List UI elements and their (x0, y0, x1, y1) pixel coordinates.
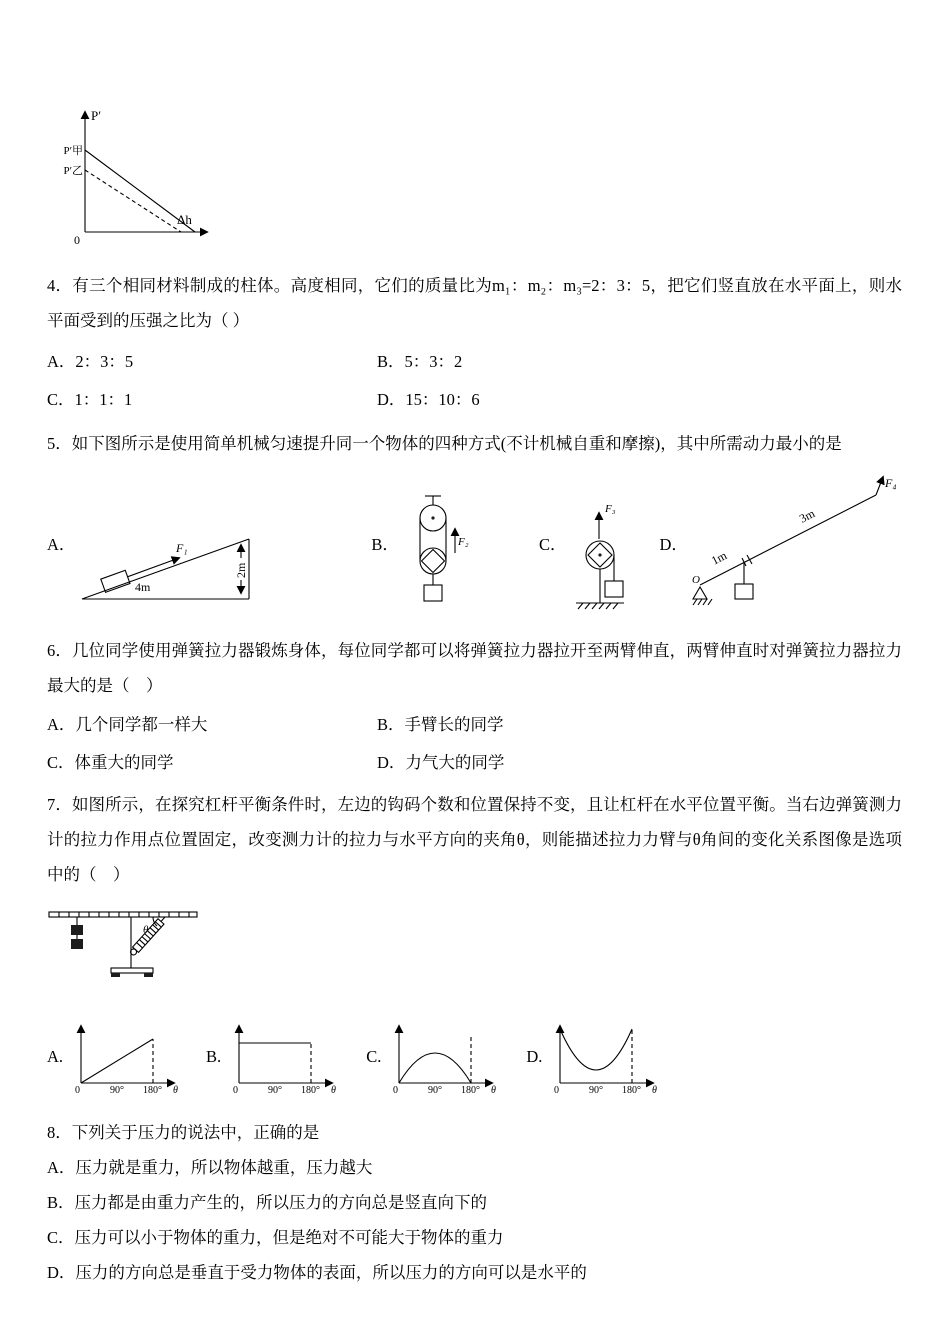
fixed-pulley-figure (570, 497, 655, 615)
slope-length-label: 4m (135, 580, 151, 594)
q4-option-b: B．5：3：2 (377, 352, 463, 371)
tick-90: 90° (589, 1085, 604, 1095)
x-label-theta: θ (491, 1085, 497, 1095)
inclined-plane-figure (79, 525, 259, 609)
lever-figure (692, 471, 904, 611)
curve2-label: P′乙 (63, 165, 83, 177)
tick-90: 90° (428, 1085, 443, 1095)
curve1-label: P′甲 (63, 145, 83, 157)
q8-option-a: A．压力就是重力，所以物体越重，压力越大 (47, 1158, 373, 1177)
q5-option-label-a: A． (47, 535, 76, 554)
q7-graph-label-c: C. (366, 1047, 382, 1066)
force-label-f2: F₂ (457, 536, 469, 548)
x-label-theta: θ (331, 1085, 337, 1095)
fixed-pulley-axle (431, 516, 434, 519)
x-label-theta: θ (652, 1085, 658, 1095)
ground-hatching (578, 603, 618, 609)
q5-option-label-b: B． (371, 535, 399, 554)
short-arm-label: 1m (708, 548, 729, 568)
pulley-axle (599, 553, 602, 556)
q4-option-c: C．1：1：1 (47, 390, 133, 409)
stand-base (111, 968, 153, 973)
q6-option-d: D．力气大的同学 (377, 753, 505, 772)
fulcrum-wedge (693, 587, 707, 599)
weight-block (605, 581, 623, 597)
scale-link (161, 917, 165, 921)
lever-bar (700, 495, 876, 585)
question-4-options (47, 348, 902, 410)
stand-foot-left (111, 973, 120, 977)
force-label-f1: F₁ (176, 541, 188, 555)
beam-scale-ticks (59, 912, 189, 917)
question-7-option-graphs (47, 1019, 902, 1095)
tick-0: 0 (75, 1085, 81, 1095)
hook-weight-1 (71, 925, 83, 935)
q7-graph-d-valley (546, 1019, 661, 1095)
curve (399, 1053, 471, 1083)
x-axis-label: Δh (177, 212, 192, 227)
weight-block (735, 584, 753, 599)
q7-graph-b-constant (225, 1019, 340, 1095)
q8-option-d: D．压力的方向总是垂直于受力物体的表面，所以压力的方向可以是水平的 (47, 1263, 587, 1282)
movable-pulley-axle-frame (421, 550, 444, 573)
q5-option-label-c: C． (538, 535, 567, 554)
tick-0: 0 (393, 1085, 399, 1095)
tick-180: 180° (301, 1085, 321, 1095)
origin-label: 0 (74, 233, 80, 246)
force-arrow-f4 (876, 477, 883, 495)
q4-option-a: A．2：3：5 (47, 352, 134, 371)
force-label-f3: F₃ (605, 503, 616, 515)
q7-graph-a-linear (67, 1019, 182, 1095)
tick-0: 0 (554, 1085, 560, 1095)
q6-option-b: B．手臂长的同学 (377, 715, 504, 734)
balance-beam (49, 912, 197, 917)
tick-90: 90° (110, 1085, 125, 1095)
pressure-depth-graph (47, 104, 222, 246)
incline-hypotenuse (82, 539, 249, 599)
tick-90: 90° (268, 1085, 283, 1095)
q7-graph-label-d: D. (526, 1047, 543, 1066)
question-5-stem: 5．如下图所示是使用简单机械匀速提升同一个物体的四种方式(不计机械自重和摩擦)，其中所需动力最小的是 (47, 434, 842, 453)
long-arm-label: 3m (796, 506, 817, 526)
fulcrum-label: O (691, 574, 700, 586)
q5-option-label-d: D． (659, 535, 688, 554)
movable-pulley (420, 548, 446, 574)
x-label-theta: θ (173, 1085, 178, 1095)
q8-option-b: B．压力都是由重力产生的，所以压力的方向总是竖直向下的 (47, 1193, 488, 1212)
tick-180: 180° (461, 1085, 481, 1095)
fulcrum-hatching (693, 599, 712, 605)
curve (560, 1029, 632, 1070)
tick-0: 0 (233, 1085, 239, 1095)
question-8-stem: 8．下列关于压力的说法中，正确的是 (47, 1123, 320, 1142)
q6-option-a: A．几个同学都一样大 (47, 715, 208, 734)
question-6-stem: 6．几位同学使用弹簧拉力器锻炼身体，每位同学都可以将弹簧拉力器拉开至两臂伸直，两臂伸直时对弹簧拉力器拉力最大的是（ ） (47, 641, 902, 695)
q6-option-c: C．体重大的同学 (47, 753, 174, 772)
curve-yi (85, 170, 181, 232)
q7-graph-c-arch (385, 1019, 500, 1095)
pulley-block-figure (403, 493, 475, 605)
question-7-stem: 7．如图所示，在探究杠杆平衡条件时，左边的钩码个数和位置保持不变，且让杠杆在水平位置平衡。当右边弹簧测力计的拉力作用点位置固定，改变测力计的拉力与水平方向的夹角θ，则能描述拉力力臂与θ角间的变化关系图像是选项中的（ ） (47, 795, 902, 884)
scale-stripes (137, 922, 162, 948)
height-label: 2m (234, 562, 249, 578)
curve (81, 1039, 153, 1083)
stand-foot-right (144, 973, 153, 977)
weight-block (424, 585, 442, 601)
question-4-stem: 4．有三个相同材料制成的柱体。高度相同，它们的质量比为m₁：m₂：m₃=2：3：5，把它们竖直放在水平面上，则水平面受到的压强之比为（ ） (47, 276, 902, 330)
arm-tick-2 (747, 555, 752, 564)
q7-graph-label-b: B. (206, 1047, 222, 1066)
lever-balance-apparatus-figure (47, 900, 217, 995)
q8-option-c: C．压力可以小于物体的重力，但是绝对不可能大于物体的重力 (47, 1228, 504, 1247)
hook-weight-2 (71, 939, 83, 949)
force-label-f4: F₄ (884, 476, 897, 490)
question-6-options (47, 711, 902, 773)
block-on-incline (101, 570, 130, 592)
angle-label: θ (143, 924, 149, 936)
q7-graph-label-a: A. (47, 1047, 64, 1066)
tick-180: 180° (622, 1085, 642, 1095)
question-5-figures (47, 471, 902, 615)
tick-180: 180° (143, 1085, 163, 1095)
q4-option-d: D．15：10：6 (377, 390, 480, 409)
y-axis-label: P′ (91, 108, 102, 123)
